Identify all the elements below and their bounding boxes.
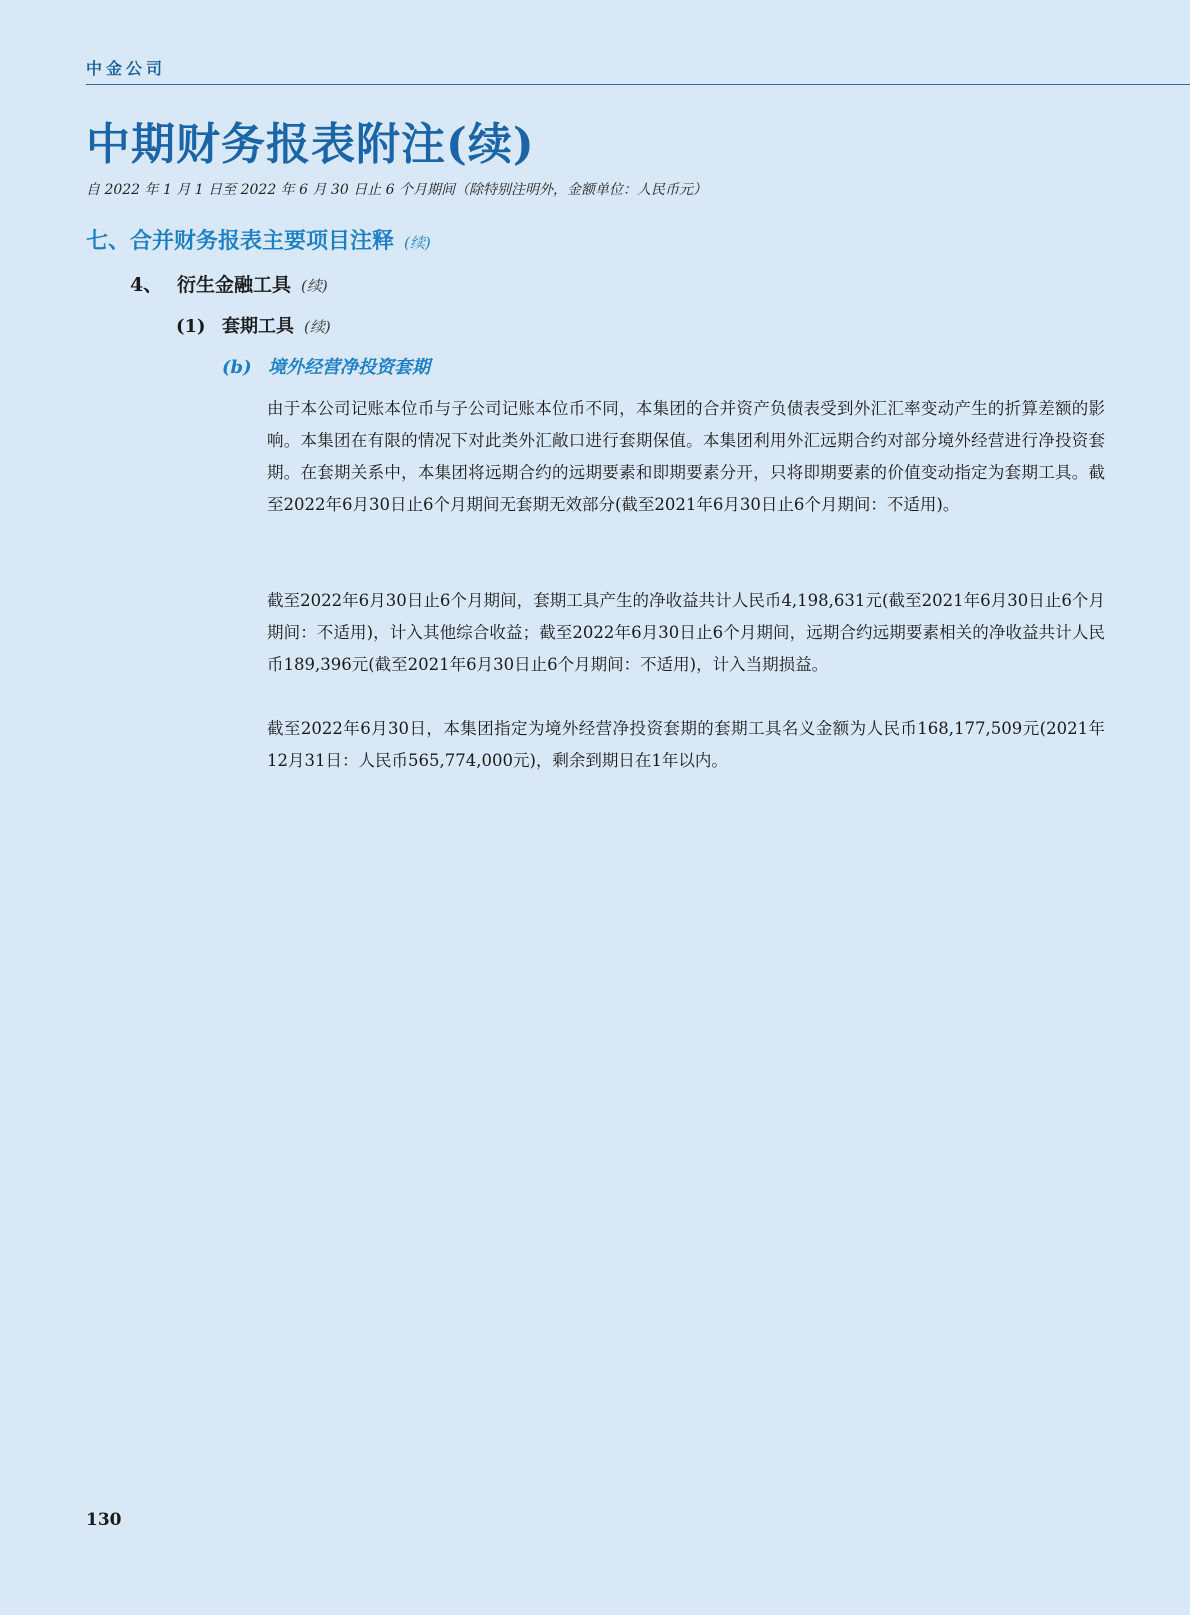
body-paragraph: 由于本公司记账本位币与子公司记账本位币不同，本集团的合并资产负债表受到外汇汇率变动产生的折算差额的影响。本集团在有限的情况下对此类外汇敞口进行套期保值。本集团利用外汇远期合约对部分境外经营进行净投资套期。在套期关系中，本集团将远期合约的远期要素和即期要素分开，只将即期要素的价值变动指定为套期工具。截至2022年6月30日止6个月期间无套期无效部分(截至2021年6月30日止6个月期间：不适用)。	[267, 399, 1105, 514]
page-number: 130	[86, 1510, 122, 1530]
subitem-number: (b)	[222, 357, 252, 378]
subsection-title: 衍生金融工具	[177, 274, 292, 296]
subsection-continued: (续)	[301, 277, 328, 295]
company-name: 中金公司	[86, 59, 167, 78]
subsection-heading	[130, 270, 328, 297]
page-title: 中期财务报表附注(续)	[86, 119, 535, 170]
subitem-heading	[222, 353, 430, 379]
header-rule	[86, 84, 1190, 85]
subitem-title: 境外经营净投资套期	[268, 357, 430, 378]
item-title: 套期工具	[222, 316, 294, 337]
item-heading	[176, 312, 331, 338]
body-paragraph: 截至2022年6月30日止6个月期间，套期工具产生的净收益共计人民币4,198,631元(截至2021年6月30日止6个月期间：不适用)，计入其他综合收益；截至2022年6月30日止6个月期间，远期合约远期要素相关的净收益共计人民币189,396元(截至2021年6月30日止6个月期间：不适用)，计入当期损益。	[267, 591, 1105, 674]
section-continued: (续)	[404, 234, 431, 252]
section-title: 七、合并财务报表主要项目注释	[86, 228, 395, 254]
page-subtitle: 自 2022 年 1 月 1 日至 2022 年 6 月 30 日止 6 个月期间（除特别注明外，金额单位：人民币元）	[86, 182, 708, 198]
item-continued: (续)	[304, 318, 331, 336]
item-number: (1)	[176, 316, 206, 337]
body-paragraph: 截至2022年6月30日，本集团指定为境外经营净投资套期的套期工具名义金额为人民币168,177,509元(2021年12月31日：人民币565,774,000元)，剩余到期日在1年以内。	[267, 719, 1105, 770]
subsection-number: 4、	[130, 274, 163, 296]
section-heading	[86, 224, 431, 255]
